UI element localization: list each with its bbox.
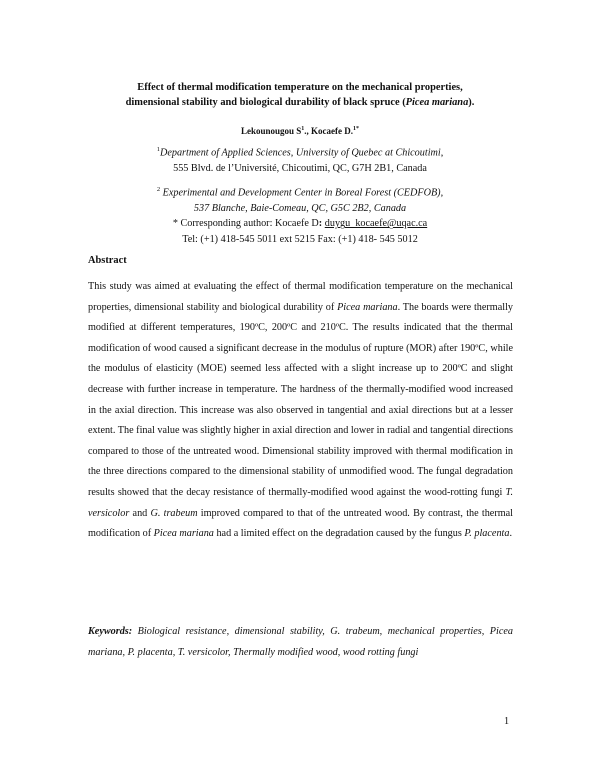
author-list — [60, 123, 540, 137]
abstract-text-2: . The boards were thermally modified at different temperatures, 190ºC, 200ºC and 210ºC. The results indicated that the thermal modification of wood caused a significant decrease in the modulus of rupture (MOR) after 190ºC, while the modulus of elasticity (MOE) seemed less affected with a slight increase up to 200ºC and slight decrease with further increase in temperature. The hardness of the thermally-modified wood increased in the axial direction. This increase was also observed in tangential and axial directions but at a lesser extent. The final value was slightly higher in axial direction and lower in radial and tangential directions compared to those of the untreated wood. Dimensional stability improved with thermal modification in the three directions compared to the dimensional stability of unmodified wood. The fungal degradation results showed that the decay resistance of thermally-modified wood against the wood-rotting fungi — [88, 301, 514, 498]
page-number: 1 — [504, 716, 510, 727]
abstract-body — [88, 277, 513, 545]
affiliation-2-mark: 2 — [156, 186, 161, 193]
abstract-heading: Abstract — [88, 255, 127, 266]
abstract-text-1: This study was aimed at evaluating the effect of thermal modification temperature on the mechanical properties, dimensional stability and biological durability of — [88, 281, 513, 313]
abstract-text-3: and — [129, 507, 151, 519]
affiliation-2-address: 537 Blanche, Baie-Comeau, QC, G5C 2B2, Canada — [193, 202, 407, 214]
author-2: ., Kocaefe D. — [304, 126, 353, 136]
abstract-text-6: . — [509, 528, 513, 540]
contact-phone-fax: Tel: (+1) 418-545 5011 ext 5215 Fax: (+1) 418- 545 5012 — [182, 233, 418, 245]
corresponding-author — [60, 216, 540, 232]
affiliation-2 — [60, 182, 540, 247]
affiliation-1-comma: , — [440, 147, 444, 159]
keywords — [88, 622, 513, 663]
abstract-species-2: Picea mariana — [153, 528, 214, 540]
title-species: Picea mariana — [405, 97, 469, 108]
affiliation-1 — [60, 142, 540, 176]
paper-title — [60, 80, 540, 110]
affiliation-1-mark: 1 — [156, 146, 160, 153]
abstract-fungus-1: T. versicolor — [88, 486, 513, 519]
affiliation-1-dept: Department of Applied Sciences, University of Quebec at Chicoutimi — [159, 147, 441, 159]
corresponding-author-label: * Corresponding author: Kocaefe D — [172, 218, 319, 230]
abstract-fungus-2: G. trabeum — [150, 507, 198, 519]
title-line-2-end: ). — [468, 97, 475, 108]
title-line-2-text: dimensional stability and biological durability of black spruce ( — [125, 97, 406, 108]
author-1: Lekounougou S — [240, 126, 302, 136]
title-line-1: Effect of thermal modification temperature on the mechanical properties, — [137, 82, 463, 93]
corresponding-colon: : — [318, 218, 325, 230]
abstract-text-4: improved compared to that of the untreated wood. By contrast, the thermal modification of — [88, 507, 513, 540]
keywords-label: Keywords: — [88, 626, 133, 637]
affiliation-1-dept-line — [60, 142, 540, 161]
abstract-text-5: had a limited effect on the degradation caused by the fungus — [213, 528, 465, 540]
abstract-fungus-3: P. placenta — [464, 528, 510, 540]
corresponding-email-link[interactable]: duygu_kocaefe@uqac.ca — [324, 218, 428, 230]
affiliation-2-center: Experimental and Development Center in Boreal Forest (CEDFOB), — [162, 187, 444, 199]
abstract-species-1: Picea mariana — [337, 301, 398, 313]
author-1-affiliation-mark: 1 — [301, 126, 305, 132]
author-2-affiliation-mark: 1* — [353, 126, 359, 132]
affiliation-1-address: 555 Blvd. de l’Université, Chicoutimi, QC, G7H 2B1, Canada — [173, 162, 427, 174]
title-line-2 — [60, 95, 540, 110]
keywords-list: Biological resistance, dimensional stability, G. trabeum, mechanical properties, Picea mariana, P. placenta, T. versicolor, Thermally modified wood, wood rotting fungi — [88, 626, 513, 658]
affiliation-2-center-line — [60, 182, 540, 201]
